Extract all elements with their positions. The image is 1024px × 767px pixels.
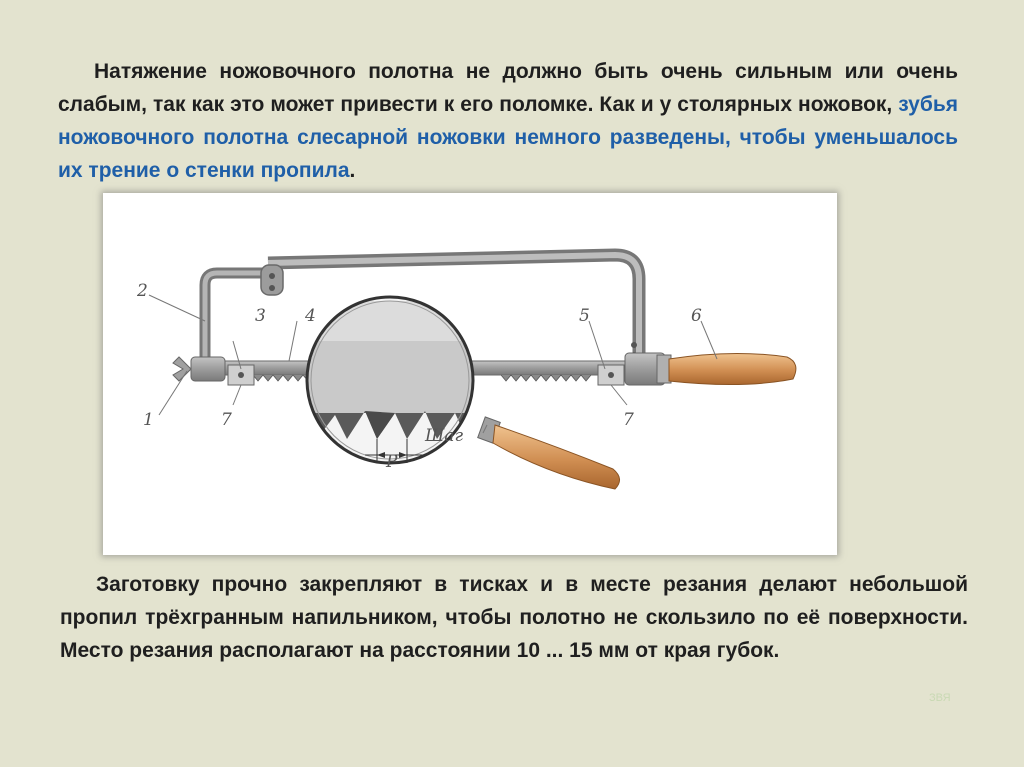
wing-nut <box>173 357 225 381</box>
label-7-right: 7 <box>623 410 634 430</box>
paragraph-tension-end: . <box>349 159 356 182</box>
watermark: ЗВЯ <box>929 692 951 704</box>
label-pitch: P <box>386 452 398 472</box>
label-step: Шаг <box>425 426 464 446</box>
label-6: 6 <box>691 306 702 326</box>
hacksaw-illustration <box>103 193 837 555</box>
hacksaw-figure <box>103 193 837 555</box>
label-3: 3 <box>255 306 266 326</box>
saw-handle <box>625 353 796 385</box>
magnifier <box>303 293 620 489</box>
paragraph-workpiece: Заготовку прочно закрепляют в тисках и в месте резания делают небольшой пропил трёхгранным напильником, чтобы полотно не скользило по её поверхности. Место резания располагают на расстоянии 10 ... 15 мм от края губок. <box>60 573 968 662</box>
blade-teeth-right <box>501 375 591 381</box>
label-4: 4 <box>305 306 316 326</box>
label-1: 1 <box>143 410 154 430</box>
label-2: 2 <box>137 281 148 301</box>
paragraph-tension <box>58 55 958 187</box>
paragraph-tension-start: Натяжение ножовочного полотна не должно быть очень сильным или очень слабым, так как это может привести к его поломке. Как и у столярных ножовок, <box>58 60 958 116</box>
paragraph-tension-highlight: зубья ножовочного полотна слесарной ножовки немного разведены, чтобы уменьшалось их трение о стенки пропила <box>58 93 958 182</box>
label-5: 5 <box>579 306 590 326</box>
label-7-left: 7 <box>221 410 232 430</box>
